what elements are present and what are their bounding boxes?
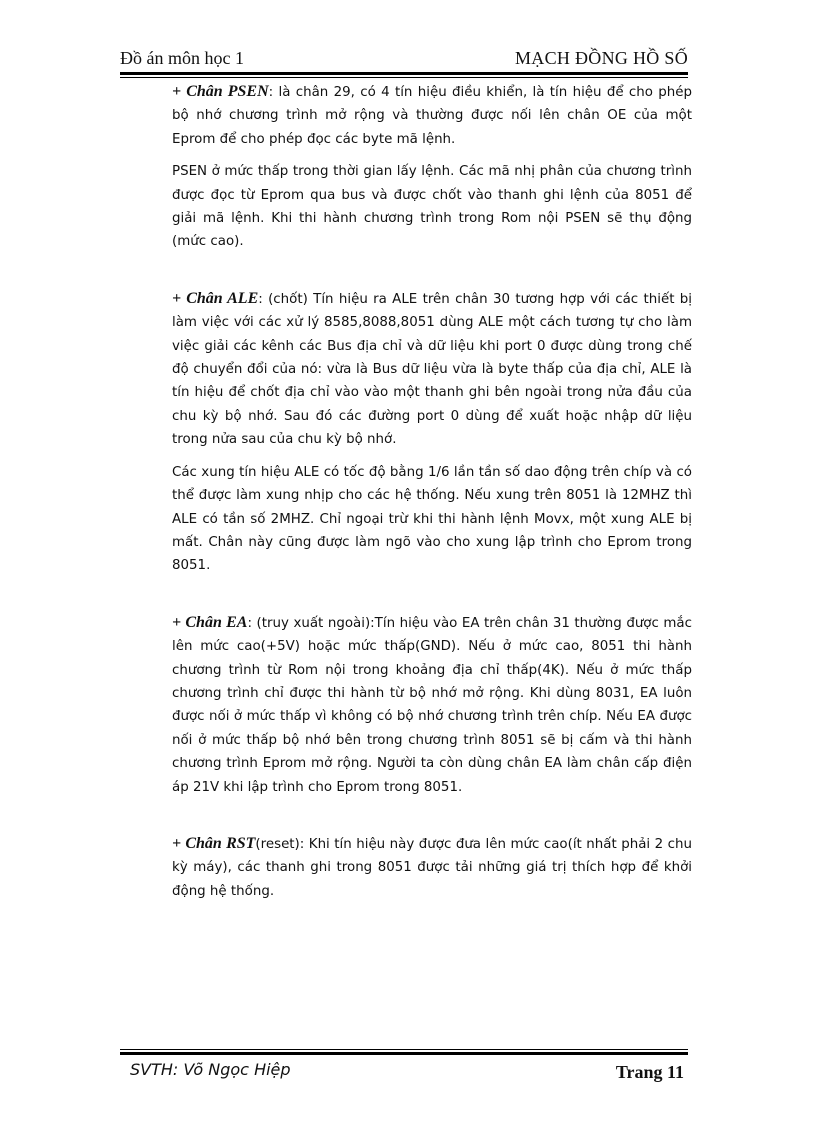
paragraph-psen: [172, 80, 692, 151]
footer-page-number: Trang 11: [615, 1062, 684, 1082]
paragraph-rst: [172, 832, 692, 903]
label-psen: + Chân PSEN: [172, 83, 269, 100]
paragraph-ale-detail: Các xung tín hiệu ALE có tốc độ bằng 1/6 lần tần số dao động trên chíp và có thể được làm xung nhịp cho các hệ thống. Nếu xung trên 8051 là 12MHZ thì ALE có tần số 2MHZ. Chỉ ngoại trừ khi thi hành lệnh Movx, một xung ALE bị mất. Chân này cũng được làm ngõ vào cho xung lập trình cho Eprom trong 8051.: [172, 464, 692, 574]
text-ea: : (truy xuất ngoài):Tín hiệu vào EA trên chân 31 thường được mắc lên mức cao(+5V) hoặc mức thấp(GND). Nếu ở mức cao, 8051 thi hành chương trình từ Rom nội trong khoảng địa chỉ thấp(4K). Nếu ở mức thấp chương trình chỉ được thi hành từ bộ nhớ mở rộng. Khi dùng 8031, EA luôn được nối ở mức thấp vì không có bộ nhớ chương trình trên chíp. Nếu EA được nối ở mức thấp bộ nhớ bên trong chương trình 8051 sẽ bị cấm và thi hành chương trình Eprom mở rộng. Người ta còn dùng chân EA làm chân cấp điện áp 21V khi lập trình cho Eprom trong 8051.: [172, 615, 693, 795]
header-rule-thick: [120, 72, 688, 75]
label-rst: + Chân RST: [172, 834, 256, 852]
footer-author: SVTH: Võ Ngọc Hiệp: [130, 1060, 291, 1079]
page-header: [120, 48, 688, 72]
page-footer: [130, 1060, 688, 1088]
paragraph-psen-detail: PSEN ở mức thấp trong thời gian lấy lệnh. Các mã nhị phân của chương trình được đọc từ Eprom qua bus và được chốt vào thanh ghi lệnh của 8051 để giải mã lệnh. Khi thi hành chương trình trong Rom nội PSEN sẽ thụ động (mức cao).: [172, 164, 692, 250]
header-project-title: MẠCH ĐỒNG HỒ SỐ: [514, 48, 688, 68]
header-course-title: Đồ án môn học 1: [120, 48, 244, 68]
paragraph-ea: [172, 611, 692, 799]
header-rule-thin: [120, 77, 688, 78]
page-body: [172, 80, 692, 903]
label-ale: + Chân ALE: [172, 289, 259, 307]
footer-rule-thin: [120, 1049, 688, 1050]
paragraph-ale: [172, 287, 692, 452]
label-ea: + Chân EA: [172, 613, 248, 631]
text-ale: : (chốt) Tín hiệu ra ALE trên chân 30 tương hợp với các thiết bị làm việc với các xử lý 8585,8088,8051 dùng ALE một cách tương tự cho làm việc giải các kênh các Bus địa chỉ và dữ liệu khi port 0 được dùng trong chế độ chuyển đổi của nó: vừa là Bus dữ liệu vừa là byte thấp của địa chỉ, ALE là tín hiệu để chốt địa chỉ vào vào một thanh ghi bên ngoài trong nửa đầu của chu kỳ bộ nhớ. Sau đó các đường port 0 dùng để xuất hoặc nhập dữ liệu trong nửa sau của chu kỳ bộ nhớ.: [172, 291, 692, 448]
text-psen: : là chân 29, có 4 tín hiệu điều khiển, là tín hiệu để cho phép bộ nhớ chương trình mở rộng và thường được nối lên chân OE của một Eprom để cho phép đọc các byte mã lệnh.: [172, 85, 693, 147]
footer-rule-thick: [120, 1052, 688, 1055]
text-rst: (reset): Khi tín hiệu này được đưa lên mức cao(ít nhất phải 2 chu kỳ máy), các thanh ghi trong 8051 được tải những giá trị thích hợp để khởi động hệ thống.: [172, 836, 692, 899]
